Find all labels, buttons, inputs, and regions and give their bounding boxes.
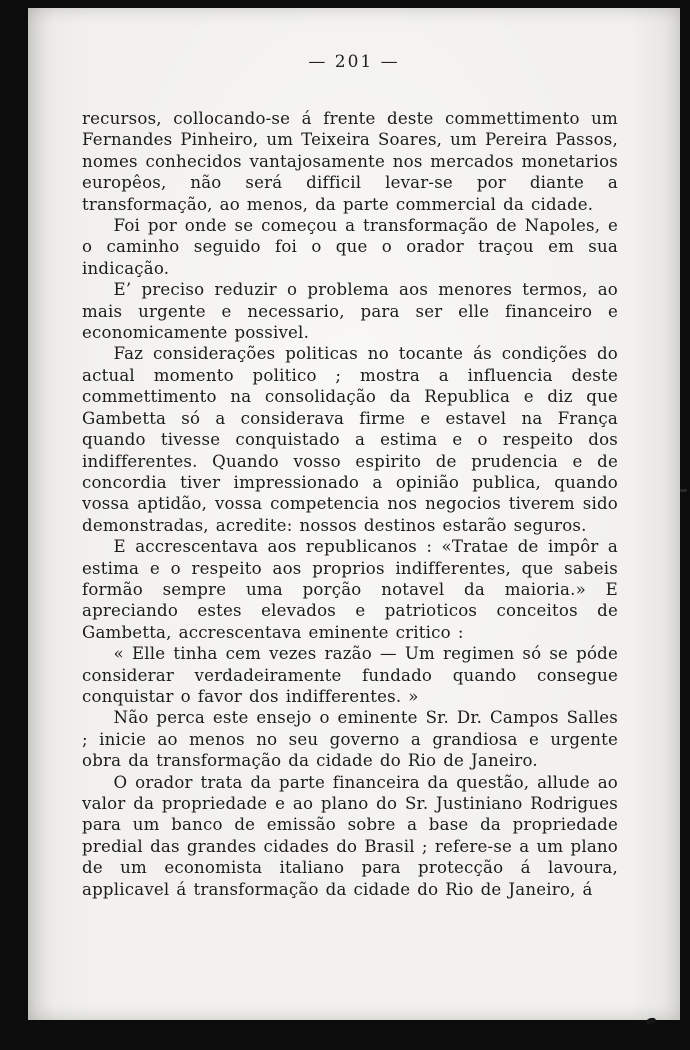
paragraph: Foi por onde se começou a transformação de Napoles, e o caminho seguido foi o que o orador traçou em sua indicação. [82, 216, 618, 278]
paragraph: E’ preciso reduzir o problema aos menores termos, ao mais urgente e necessario, para ser elle financeiro e economicamente possivel. [82, 280, 618, 343]
paragraph: O orador trata da parte financeira da questão, allude ao valor da propriedade e ao plano do Sr. Justiniano Rodrigues para um banco de emissão sobre a base da propriedade predial das grandes cidades do Brasil ; refere-se a um plano de um economista italiano para protecção á lavoura, applicavel á transformação da cidade do Rio de Janeiro, á [82, 772, 618, 899]
paragraph: E accrescentava aos republicanos : «Tratae de impôr a estima e o respeito aos proprios indifferentes, que sabeis formão sempre uma porção notavel da maioria.» E apreciando estes elevados e patrioticos conceitos de Gambetta, accrescentava eminente critico : [82, 537, 618, 642]
scan-edge-mark [680, 489, 687, 492]
book-page [28, 8, 680, 1020]
paragraph: Faz considerações politicas no tocante ás condições do actual momento politico ; mostra a influencia deste commettimento na consolidação da Republica e diz que Gambetta só a considerava firme e estavel na França quando tivesse conquistado a estima e o respeito dos indifferentes. Quando vosso espirito de prudencia e de concordia tiver impressionado a opinião publica, quando vossa aptidão, vossa competencia nos negocios tiverem sido demonstradas, acredite: nossos destinos estarão seguros. [82, 344, 618, 535]
paragraph: Não perca este ensejo o eminente Sr. Dr. Campos Salles ; inicie ao menos no seu governo a grandiosa e urgente obra da transformação da cidade do Rio de Janeiro. [82, 708, 618, 771]
page-number: — 201 — [308, 52, 400, 72]
paragraph: « Elle tinha cem vezes razão — Um regimen só se póde considerar verdadeiramente fundado quando consegue conquistar o favor dos indifferentes. » [82, 644, 618, 706]
paragraph: recursos, collocando-se á frente deste commettimento um Fernandes Pinheiro, um Teixeira Soares, um Pereira Passos, nomes conhecidos vantajosamente nos mercados monetarios europêos, não será difficil levar-se por diante a transformação, ao menos, da parte commercial da cidade. [82, 109, 618, 214]
page-body [28, 72, 680, 900]
scan-speck [645, 1017, 656, 1025]
